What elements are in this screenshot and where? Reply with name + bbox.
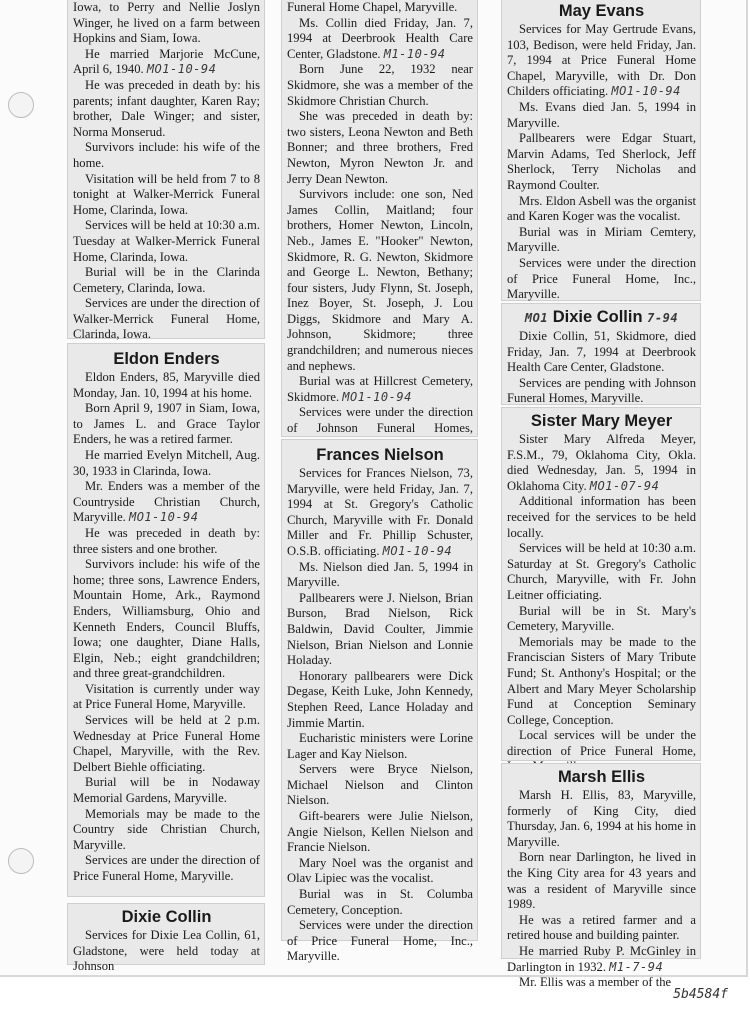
text: She was preceded in death by: two sisters, Leona Newton and Beth Bonner; and three brothers, Fred Newton, Myron Newton Jr. and Jerry Dean Newton. — [287, 109, 473, 186]
text: Survivors include: his wife of the home; three sons, Lawrence Enders, Mountain Home, Ark., Raymond Enders, Williamsburg, Ohio and Kenneth Enders, Council Bluffs, Iowa; one daughter, Diane Halls, Elgin, Neb.; eight grandchildren; and three great-grandchildren. — [73, 557, 260, 681]
binder-hole — [8, 92, 34, 118]
text: Dixie Collin, 51, Skidmore, died Friday, Jan. 7, 1994 at Deerbrook Health Care Center, Gladstone. — [507, 329, 696, 375]
text: Eucharistic ministers were Lorine Lager and Kay Nielson. — [287, 731, 473, 761]
headline: MO1 Dixie Collin 7-94 — [524, 308, 679, 326]
text: Burial will be in Nodaway Memorial Gardens, Maryville. — [73, 775, 260, 806]
text: Sister Mary Alfreda Meyer, F.S.M., 79, Oklahoma City, Okla. died Wednesday, Jan. 5, 1994 in Oklahoma City. MO1-07-94 — [507, 432, 696, 493]
text: Burial was in Miriam Cemtery, Maryville. — [507, 224, 696, 255]
text: He was preceded in death by: his parents; infant daughter, Karen Ray; brother, Dale Winger; and sister, Norma Monserud. — [73, 77, 260, 139]
clipping-winger — [68, 0, 264, 342]
text: Burial will be in St. Mary's Cemetery, Maryville. — [507, 603, 696, 634]
text: Mary Noel was the organist and Olav Lipiec was the vocalist. — [287, 855, 473, 886]
text: He married Ruby P. McGinley in Darlington in 1932. M1-7-94 — [507, 943, 696, 974]
text: Burial was in St. Columba Cemetery, Conception. — [287, 887, 473, 917]
text: Services are under the direction of Price Funeral Home, Maryville. — [73, 853, 260, 883]
text: Services for Dixie Lea Collin, 61, Gladstone, were held today at Johnson — [73, 928, 260, 974]
catalog-number: 5b4584f — [673, 987, 728, 1002]
text: Services are under the direction of Walker-Merrick Funeral Home, Clarinda, Iowa. — [73, 296, 260, 342]
handwritten-note: MO1-10-94 — [342, 389, 412, 404]
handwritten-note: MO1-07-94 — [589, 478, 660, 493]
text: He was a retired farmer and a retired house and building painter. — [507, 912, 696, 943]
text: Services will be held at 10:30 a.m. Tuesday at Walker-Merrick Funeral Home, Clarinda, Iowa. — [73, 218, 260, 264]
text: Born near Darlington, he lived in the King City area for 43 years and was a resident of Maryville since 1989. — [507, 850, 696, 912]
handwritten-note: M1-7-94 — [609, 959, 664, 974]
headline: Marsh Ellis — [557, 768, 646, 786]
text: Gift-bearers were Julie Nielson, Angie Nielson, Kellen Nielson and Francie Nielson. — [287, 809, 473, 855]
text: Services for May Gertrude Evans, 103, Bedison, were held Friday, Jan. 7, 1994 at Price Funeral Home Chapel, Maryville, with Dr. Don Childers officiating. MO1-10-94 — [507, 22, 696, 99]
text: Servers were Bryce Nielson, Michael Nielson and Clinton Nielson. — [287, 762, 473, 808]
text: Pallbearers were Edgar Stuart, Marvin Adams, Ted Sherlock, Jeff Sherlock, Terry Nicholas and Raymond Coulter. — [507, 131, 696, 192]
clipping-collin-cont — [282, 0, 477, 436]
clipping-nielson — [282, 440, 477, 964]
handwritten-note: M1-10-94 — [383, 46, 446, 61]
handwritten-note: MO1-10-94 — [128, 510, 199, 525]
text: He married Marjorie McCune, April 6, 1940. MO1-10-94 — [73, 46, 260, 77]
text: Visitation will be held from 7 to 8 tonight at Walker-Merrick Funeral Home, Clarinda, Iowa. — [73, 171, 260, 217]
clipping-enders — [68, 344, 264, 896]
text: Ms. Evans died Jan. 5, 1994 in Maryville. — [507, 99, 696, 130]
text: Burial will be in the Clarinda Cemetery, Clarinda, Iowa. — [73, 265, 260, 295]
text: Services will be held at 10:30 a.m. Saturday at St. Gregory's Catholic Church, Maryville, with Fr. John Leitner officiating. — [507, 541, 696, 602]
text: Services are pending with Johnson Funeral Homes, Maryville. — [507, 375, 696, 406]
text: Local services will be under the direction of Price Funeral Home, — [507, 728, 696, 758]
text: Services will be held at 2 p.m. Wednesday at Price Funeral Home Chapel, Maryville, with the Rev. Delbert Biehle officiating. — [73, 713, 260, 774]
handwritten-note: MO1-10-94 — [382, 543, 453, 558]
handwritten-note: MO1 — [524, 311, 549, 325]
text: Services were under the direction of Price Funeral Home, Inc., Maryville. — [507, 255, 696, 302]
headline: Eldon Enders — [113, 350, 220, 368]
text: He married Evelyn Mitchell, Aug. 30, 1933 in Clarinda, Iowa. — [73, 447, 260, 478]
binder-hole — [8, 848, 34, 874]
handwritten-note: MO1-10-94 — [146, 62, 217, 77]
text: Pallbearers were J. Nielson, Brian Burson, Brad Nielson, Rick Baldwin, David Coulter, Jimmie Nielson, Brian Nielson and Lonnie Holaday. — [287, 590, 473, 668]
headline: May Evans — [558, 2, 645, 20]
text: Burial was at Hillcrest Cemetery, Skidmore. MO1-10-94 — [287, 374, 473, 404]
handwritten-note: MO1-10-94 — [611, 84, 681, 99]
text: Services were under the direction of Johnson Funeral Homes, — [287, 405, 473, 436]
text: Survivors include: his wife of the home. — [73, 140, 260, 170]
text: Iowa, to Perry and Nellie Joslyn Winger, he lived on a farm between Hopkins and Siam, Iowa. — [73, 0, 260, 46]
text: Survivors include: one son, Ned James Collin, Maitland; four brothers, Homer Newton, Lincoln, Neb., James E. "Hooker" Newton, Skidmore, R. G. Newton, Skidmore and George L. Newton, Bethany; four sisters, Judy Flynn, St. Joseph, Inez Boyer, St. Joseph, J. Lou Diggs, Skidmore and Mary A. Johnson, Skidmore; three grandchildren; and numerous nieces and nephews. — [287, 187, 473, 373]
text: Ms. Nielson died Jan. 5, 1994 in Maryville. — [287, 559, 473, 590]
headline: Frances Nielson — [316, 446, 444, 464]
text: Services were under the direction of Price Funeral Home, Inc., Maryville. — [287, 918, 473, 964]
clipping-ellis — [502, 764, 700, 990]
headline: Dixie Collin — [121, 908, 212, 926]
text: Born April 9, 1907 in Siam, Iowa, to James L. and Grace Taylor Enders, he was a retired farmer. — [73, 401, 260, 447]
text: Additional information has been received for the services to be held locally. — [507, 494, 696, 540]
text: Mrs. Eldon Asbell was the organist and Karen Koger was the vocalist. — [507, 193, 696, 224]
text: Services for Frances Nielson, 73, Maryville, were held Friday, Jan. 7, 1994 at St. Gregory's Catholic Church, Maryville with Fr. Donald Miller and Fr. Phillip Schuster, O.S.B. officiating. MO1-10-94 — [287, 466, 473, 558]
clipping-evans — [502, 0, 700, 300]
clipping-dixie-collin — [68, 904, 264, 974]
text: He was preceded in death by: three sisters and one brother. — [73, 525, 260, 556]
clipping-meyer — [502, 408, 700, 760]
text: Memorials may be made to the Franciscian Sisters of Mary Tribute Fund; St. Anthony's Hospital; or the Albert and Mary Meyer Scholarship Fund at Conception Seminary College, Conception. — [507, 634, 696, 727]
text: Born June 22, 1932 near Skidmore, she was a member of the Skidmore Christian Church. — [287, 62, 473, 108]
text: Honorary pallbearers were Dick Degase, Keith Luke, John Kennedy, Stephen Reed, Lance Holaday and Jimmie Martin. — [287, 668, 473, 730]
text: Visitation is currently under way at Price Funeral Home, Maryville. — [73, 681, 260, 712]
headline: Sister Mary Meyer — [530, 412, 673, 430]
text: Funeral Home Chapel, Maryville. — [287, 0, 458, 14]
text: Ms. Collin died Friday, Jan. 7, 1994 at Deerbrook Health Care Center, Gladstone. M1-10-94 — [287, 15, 473, 61]
text: Memorials may be made to the Country side Christian Church, Maryville. — [73, 806, 260, 852]
text: Marsh H. Ellis, 83, Maryville, formerly of King City, died Thursday, Jan. 6, 1994 at his home in Maryville. — [507, 788, 696, 849]
text: Mr. Ellis was a member of the — [519, 975, 672, 990]
clipping-dixie-collin-2 — [502, 304, 700, 404]
text: Eldon Enders, 85, Maryville died Monday, Jan. 10, 1994 at his home. — [73, 370, 260, 400]
text: Mr. Enders was a member of the Countryside Christian Church, Maryville. MO1-10-94 — [73, 479, 260, 525]
handwritten-note: 7-94 — [647, 311, 679, 325]
